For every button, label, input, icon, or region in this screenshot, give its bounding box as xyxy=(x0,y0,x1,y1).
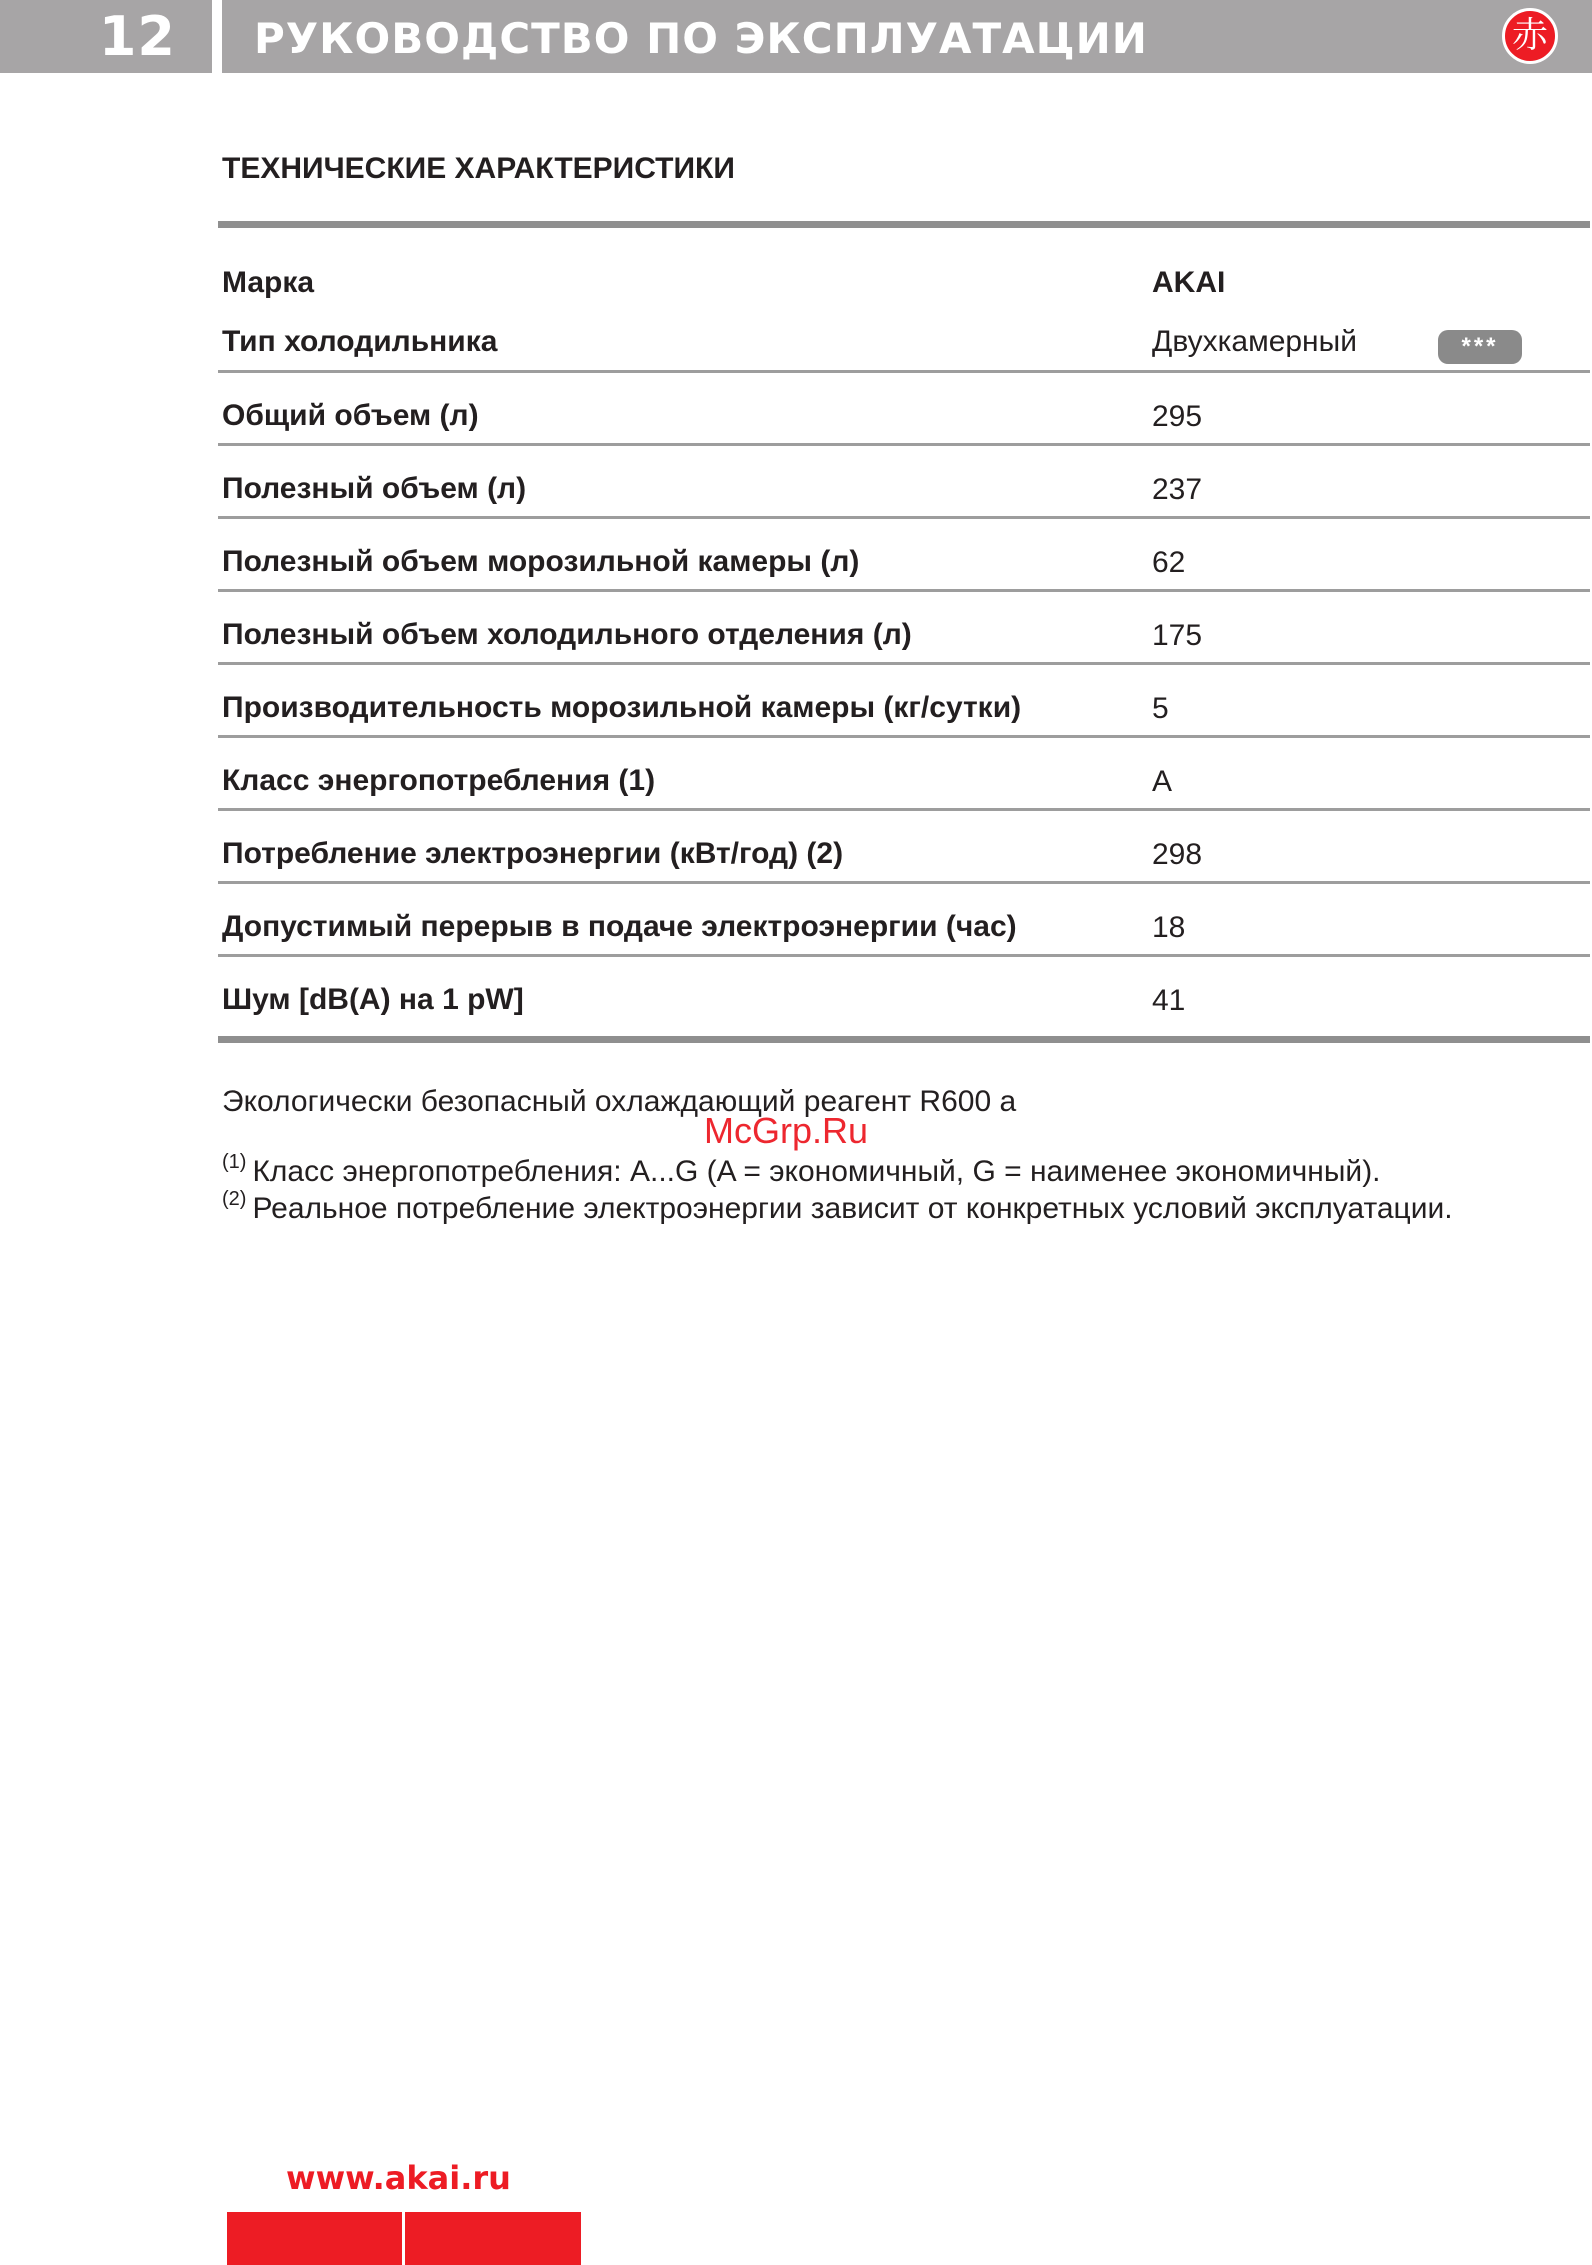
spec-label: Общий объем (л) xyxy=(222,399,479,432)
spec-value: 18 xyxy=(1152,911,1186,944)
spec-value: 41 xyxy=(1152,984,1186,1017)
spec-label: Полезный объем холодильного отделения (л) xyxy=(222,618,912,651)
footer-bar xyxy=(227,2212,402,2265)
spec-label: Допустимый перерыв в подаче электроэнергии (час) xyxy=(222,910,1017,943)
footnote-1 xyxy=(222,1151,1381,1189)
table-row xyxy=(218,519,1590,592)
spec-value: 298 xyxy=(1152,838,1203,871)
refrigerant-note: Экологически безопасный охлаждающий реагент R600 а xyxy=(222,1085,1017,1118)
page-number-box xyxy=(0,0,212,73)
spec-value: 5 xyxy=(1152,692,1169,725)
watermark: McGrp.Ru xyxy=(704,1110,869,1151)
table-row xyxy=(218,307,1590,373)
table-row xyxy=(218,373,1590,446)
spec-label: Тип холодильника xyxy=(222,325,498,358)
spec-value: AKAI xyxy=(1152,266,1226,299)
spec-label: Производительность морозильной камеры (кг/сутки) xyxy=(222,691,1022,724)
spec-label: Потребление электроэнергии (кВт/год) (2) xyxy=(222,837,844,870)
spec-value: 295 xyxy=(1152,400,1203,433)
akai-logo-icon: 赤 xyxy=(1502,8,1558,64)
table-row xyxy=(218,811,1590,884)
spec-label: Полезный объем морозильной камеры (л) xyxy=(222,545,860,578)
table-row xyxy=(218,957,1590,1043)
spec-label: Марка xyxy=(222,266,315,299)
section-title: ТЕХНИЧЕСКИЕ ХАРАКТЕРИСТИКИ xyxy=(222,152,735,185)
spec-value: 175 xyxy=(1152,619,1203,652)
spec-label: Класс энергопотребления (1) xyxy=(222,764,656,797)
spec-label: Полезный объем (л) xyxy=(222,472,527,505)
page-number: 12 xyxy=(98,5,176,68)
table-row xyxy=(218,884,1590,957)
footnote-mark: (1) xyxy=(222,1151,247,1173)
header-title-bar xyxy=(222,0,1592,73)
footnote-text: Класс энергопотребления: A...G (A = экономичный, G = наименее экономичный). xyxy=(252,1155,1381,1188)
table-row xyxy=(218,738,1590,811)
document-title: РУКОВОДСТВО ПО ЭКСПЛУАТАЦИИ xyxy=(254,14,1148,63)
spec-value: A xyxy=(1152,765,1173,798)
spec-value: Двухкамерный xyxy=(1152,325,1357,358)
table-row xyxy=(218,446,1590,519)
website-link[interactable]: www.akai.ru xyxy=(286,2159,511,2197)
table-row xyxy=(218,592,1590,665)
table-row xyxy=(218,665,1590,738)
footer-bar xyxy=(405,2212,581,2265)
spec-label: Шум [dB(A) на 1 pW] xyxy=(222,983,524,1016)
footnote-text: Реальное потребление электроэнергии зависит от конкретных условий эксплуатации. xyxy=(252,1192,1453,1225)
footnote-2 xyxy=(222,1188,1453,1226)
table-row xyxy=(218,228,1590,307)
footnote-mark: (2) xyxy=(222,1188,247,1210)
spec-table xyxy=(218,221,1590,1043)
spec-value: 237 xyxy=(1152,473,1203,506)
spec-value: 62 xyxy=(1152,546,1186,579)
freezer-stars-icon: *** xyxy=(1438,330,1522,364)
